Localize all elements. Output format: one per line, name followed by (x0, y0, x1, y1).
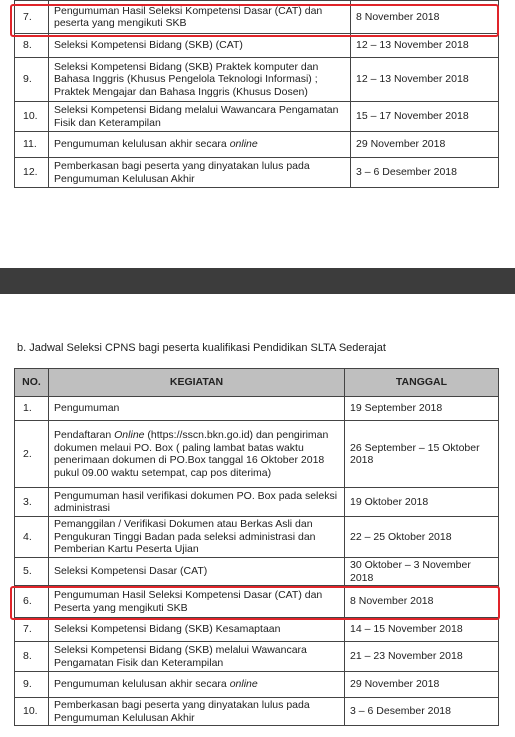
row-activity: Pemberkasan bagi peserta yang dinyatakan lulus pada Pengumuman Kelulusan Akhir (49, 158, 351, 188)
row-date: 21 – 23 November 2018 (345, 642, 499, 672)
row-date: 8 November 2018 (351, 1, 499, 34)
row-date: 29 November 2018 (351, 132, 499, 158)
table-row (15, 421, 499, 488)
row-activity (49, 421, 345, 488)
table-row (15, 58, 499, 102)
section-title: b. Jadwal Seleksi CPNS bagi peserta kualifikasi Pendidikan SLTA Sederajat (17, 342, 386, 354)
row-number: 9. (15, 58, 49, 102)
row-activity: Seleksi Kompetensi Bidang melalui Wawancara Pengamatan Fisik dan Keterampilan (49, 102, 351, 132)
row-activity (49, 672, 345, 698)
row-date: 26 September – 15 Oktober 2018 (345, 421, 499, 488)
row-number: 8. (15, 34, 49, 58)
row-number: 1. (15, 397, 49, 421)
activity-text: Pengumuman kelulusan akhir secara (54, 138, 230, 151)
table-row (15, 618, 499, 642)
table-header-row (15, 369, 499, 397)
column-header-no: NO. (15, 369, 49, 397)
row-number: 12. (15, 158, 49, 188)
column-header-tanggal: TANGGAL (345, 369, 499, 397)
row-date: 3 – 6 Desember 2018 (351, 158, 499, 188)
row-date: 29 November 2018 (345, 672, 499, 698)
row-number: 3. (15, 488, 49, 517)
row-number: 10. (15, 102, 49, 132)
table-row (15, 488, 499, 517)
row-number: 7. (15, 1, 49, 34)
row-activity: Pengumuman hasil verifikasi dokumen PO. Box pada seleksi administrasi (49, 488, 345, 517)
table-row (15, 698, 499, 726)
page-separator (0, 268, 515, 294)
table-row (15, 34, 499, 58)
row-number: 9. (15, 672, 49, 698)
row-number: 8. (15, 642, 49, 672)
table-row (15, 102, 499, 132)
row-date: 12 – 13 November 2018 (351, 58, 499, 102)
row-date: 19 Oktober 2018 (345, 488, 499, 517)
document-page-top (0, 0, 515, 268)
row-activity: Seleksi Kompetensi Bidang (SKB) melalui Wawancara Pengamatan Fisik dan Keterampilan (49, 642, 345, 672)
row-activity: Seleksi Kompetensi Dasar (CAT) (49, 558, 345, 586)
row-number: 6. (15, 586, 49, 618)
document-page-bottom (0, 294, 515, 737)
row-number: 2. (15, 421, 49, 488)
row-activity: Seleksi Kompetensi Bidang (SKB) (CAT) (49, 34, 351, 58)
activity-text: Pengumuman kelulusan akhir secara (54, 678, 230, 691)
row-number: 4. (15, 517, 49, 558)
table-row (15, 517, 499, 558)
row-activity: Seleksi Kompetensi Bidang (SKB) Kesamaptaan (49, 618, 345, 642)
row-activity (49, 132, 351, 158)
table-row (15, 397, 499, 421)
table-row (15, 158, 499, 188)
column-header-kegiatan: KEGIATAN (49, 369, 345, 397)
row-activity: Pengumuman Hasil Seleksi Kompetensi Dasar (CAT) dan peserta yang mengikuti SKB (49, 1, 351, 34)
row-activity: Pemanggilan / Verifikasi Dokumen atau Berkas Asli dan Pengukuran Tinggi Badan pada seleksi administrasi dan Pemberian Kartu Peserta Ujian (49, 517, 345, 558)
row-date: 8 November 2018 (345, 586, 499, 618)
row-number: 11. (15, 132, 49, 158)
activity-text: Pendaftaran (54, 429, 115, 441)
row-date: 30 Oktober – 3 November 2018 (345, 558, 499, 586)
row-activity: Pemberkasan bagi peserta yang dinyatakan lulus pada Pengumuman Kelulusan Akhir (49, 698, 345, 726)
highlight-box (10, 4, 499, 37)
activity-italic-text: online (229, 138, 258, 151)
activity-italic-text: Online (114, 429, 145, 441)
activity-text-suffix: (https://sscn.bkn.go.id) dan pengiriman dokumen melaui PO. Box ( paling lambat batas waktu penerimaan dokumen di PO.Box tanggal 16 Oktober 2018 pukul 09.00 waktu setempat, cap pos diterima) (54, 429, 329, 479)
row-date: 3 – 6 Desember 2018 (345, 698, 499, 726)
table-row (15, 672, 499, 698)
row-date: 15 – 17 November 2018 (351, 102, 499, 132)
row-date: 12 – 13 November 2018 (351, 34, 499, 58)
row-date: 22 – 25 Oktober 2018 (345, 517, 499, 558)
row-activity: Pengumuman Hasil Seleksi Kompetensi Dasar (CAT) dan Peserta yang mengikuti SKB (49, 586, 345, 618)
table-row (15, 132, 499, 158)
highlight-box (10, 586, 500, 620)
table-row (15, 558, 499, 586)
row-activity: Seleksi Kompetensi Bidang (SKB) Praktek komputer dan Bahasa Inggris (Khusus Pengelola Teknologi Informasi) ; Praktek Mengajar dan Bahasa Inggris (Khusus Dosen) (49, 58, 351, 102)
row-date: 14 – 15 November 2018 (345, 618, 499, 642)
row-number: 5. (15, 558, 49, 586)
row-number: 10. (15, 698, 49, 726)
activity-italic-text: online (229, 678, 258, 691)
row-activity: Pengumuman (49, 397, 345, 421)
row-date: 19 September 2018 (345, 397, 499, 421)
schedule-table-b (14, 368, 499, 726)
row-number: 7. (15, 618, 49, 642)
table-row (15, 642, 499, 672)
